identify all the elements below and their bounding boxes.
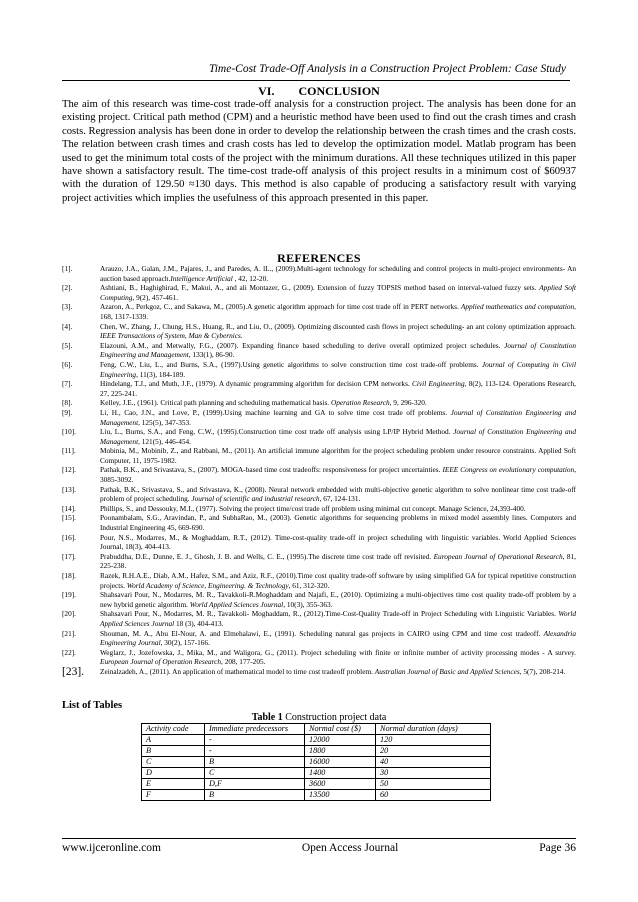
table-cell: B	[205, 790, 305, 801]
reference-number: [18].	[62, 571, 76, 580]
reference-details: , 5(7), 208-214.	[519, 666, 566, 676]
reference-body: Zeinalzadeh, A., (2011). An application of mathematical model to time cost tradeoff problem.	[100, 666, 375, 676]
table-cell: 1400	[305, 768, 376, 779]
reference-text	[100, 552, 576, 571]
reference-venue: IEEE Transactions of System, Man & Cybernics	[100, 331, 241, 341]
section-number: VI.	[258, 84, 275, 98]
reference-text	[100, 408, 576, 427]
reference-text	[100, 571, 576, 590]
reference-details: 8(2), 113-124. Operations Research, 27, 225-241.	[100, 379, 576, 398]
reference-body: Kelley, J.E., (1961). Critical path planning and scheduling mathematical basis.	[100, 398, 331, 408]
reference-number: [5].	[62, 340, 73, 350]
reference-details: 67, 124-131.	[321, 494, 361, 504]
reference-text	[100, 446, 576, 465]
reference-item	[62, 571, 576, 590]
reference-text	[100, 427, 576, 446]
table-cell: 30	[376, 768, 491, 779]
reference-item	[62, 427, 576, 446]
reference-text	[100, 513, 576, 532]
footer-page-number: Page 36	[539, 842, 576, 854]
reference-details: , 61, 312-320.	[288, 580, 330, 590]
reference-item	[62, 360, 576, 379]
reference-details: , 133(1), 86-90.	[188, 350, 235, 360]
section-title: CONCLUSION	[298, 84, 380, 98]
reference-venue: Australian Journal of Basic and Applied Sciences	[374, 666, 520, 676]
reference-number: [23].	[62, 665, 85, 678]
table-cell: B	[142, 746, 205, 757]
reference-details: , 9, 296-320.	[389, 398, 427, 408]
reference-details: 18 (3), 404-413.	[174, 618, 224, 628]
reference-body: Shouman, M. A., Abu El-Nour, A. and Elmehalawi, E., (1991). Scheduling natural gas projects in CAIRO using CPM and time cost tradeoff.	[100, 628, 544, 638]
running-header: Time-Cost Trade-Off Analysis in a Construction Project Problem: Case Study	[208, 63, 566, 75]
reference-text	[100, 533, 576, 552]
reference-body: Hindelang, T.J., and Muth, J.F., (1979). A dynamic programming algorithm for decision CPM networks.	[100, 379, 413, 389]
table-cell: 3600	[305, 779, 376, 790]
table-cell: D,F	[205, 779, 305, 790]
reference-item	[62, 264, 576, 283]
reference-number: [20].	[62, 609, 76, 619]
reference-number: [22].	[62, 647, 76, 657]
reference-body: Prabuddha, D.E., Dunne, E. J., Ghosh, J. B. and Wells, C. E., (1995).The discrete time cost trade off revisited.	[100, 551, 434, 561]
reference-text	[100, 465, 576, 484]
reference-text	[100, 609, 576, 628]
table-caption	[0, 712, 638, 723]
reference-number: [11].	[62, 446, 76, 456]
reference-number: [12].	[62, 465, 76, 475]
reference-body: Liu, L., Burns, S.A., and Feng, C.W., (1995).Construction time cost trade off analysis using LP/IP Hybrid Method.	[100, 427, 454, 437]
conclusion-paragraph: The aim of this research was time-cost trade-off analysis for a construction project. The analysis has been done for an existing project. Critical path method (CPM) and a heuristic method have been used to find out the crash times and crash costs. Regression analysis has been done in order to develop the relationship between the crash times and the crash costs. The relation between crash times and crash costs has led to develop the optimization model. Matlab program has been used to get the minimum total costs of the project with the minimum durations. All these techniques utilized in this paper have shown a satisfactory result. The time-cost trade-off analysis of this project results in a minimum cost of $60937 with the duration of 129.50 ≈130 days. This method is also capable of producing a satisfactory result with varying project activities which implies the usefulness of this approach presented in this paper.	[62, 99, 576, 204]
reference-details: 121(5), 446-454.	[139, 436, 191, 446]
reference-details: , 10(3), 355-363.	[283, 599, 333, 609]
reference-number: [8].	[62, 398, 73, 408]
table-row	[142, 768, 491, 779]
table-header-cell: Activity code	[142, 724, 205, 735]
reference-details: , 9(2), 457-461.	[132, 292, 179, 302]
reference-text	[100, 360, 576, 379]
reference-text	[100, 667, 576, 677]
reference-text	[100, 590, 576, 609]
reference-text	[100, 648, 576, 667]
table-cell: C	[142, 757, 205, 768]
reference-item	[62, 590, 576, 609]
reference-text	[100, 302, 576, 321]
reference-venue: Journal of Computing in Civil Engineering	[100, 359, 576, 379]
reference-details: , 3085-3092.	[100, 465, 577, 485]
reference-venue: Applied Soft Computing	[100, 283, 576, 302]
reference-body: Ashtiani, B., Haghighirad, F., Makui, A., and ali Montazer, G., (2009). Extension of fuzzy TOPSIS method based on interval-valued fuzzy sets.	[100, 283, 540, 293]
reference-details: 208, 177-205.	[222, 657, 266, 667]
reference-item	[62, 398, 576, 408]
references-heading: REFERENCES	[277, 251, 361, 265]
reference-details: .	[240, 331, 243, 341]
table-cell: A	[142, 735, 205, 746]
header-rule	[62, 80, 570, 81]
reference-details: , 11(3), 184-189.	[136, 369, 186, 379]
reference-number: [15].	[62, 513, 76, 523]
reference-venue: Applied mathematics and computation	[460, 302, 575, 312]
reference-venue: World Applied Sciences Journal	[100, 609, 576, 628]
table-cell: 1800	[305, 746, 376, 757]
reference-venue: World Applied Sciences Journal	[189, 599, 284, 609]
reference-body: Feng, C.W., Liu, L., and Burns, S.A., (1997).Using genetic algorithms to solve construction time cost trade-off problems.	[100, 359, 482, 369]
reference-text	[100, 398, 576, 408]
reference-item	[62, 446, 576, 465]
reference-item	[62, 341, 576, 360]
table-cell: -	[205, 735, 305, 746]
reference-venue: Civil Engineering,	[412, 379, 467, 389]
reference-number: [19].	[62, 590, 76, 600]
table-cell: 20	[376, 746, 491, 757]
page-footer	[62, 842, 576, 854]
reference-venue: Journal of Constitution Engineering and Management,	[100, 427, 576, 446]
reference-item	[62, 302, 576, 321]
table-cell: 40	[376, 757, 491, 768]
reference-text	[100, 485, 576, 504]
table-caption-text: Construction project data	[282, 712, 387, 723]
table-cell: 120	[376, 735, 491, 746]
table-row	[142, 746, 491, 757]
table-cell: B	[205, 757, 305, 768]
reference-number: [9].	[62, 407, 73, 417]
reference-venue: Operation Research	[330, 398, 390, 408]
table-row	[142, 735, 491, 746]
reference-venue: Alexandria Engineering Journal	[100, 628, 576, 648]
reference-item	[62, 648, 576, 667]
reference-body: Elazouni, A.M., and Metwally, F.G., (2007). Expanding finance based scheduling to derive overall optimized project schedules.	[100, 340, 505, 350]
reference-item	[62, 322, 576, 341]
reference-item	[62, 667, 576, 678]
table-header-cell: Immediate predecessors	[205, 724, 305, 735]
reference-body: Pathak, B.K., Srivastava, S., and Srivastava, K., (2008). Neural network embedded with multi-objective genetic algorithm to solve nonlinear time cost trade-off problem of project scheduling.	[100, 484, 576, 504]
table-cell: D	[142, 768, 205, 779]
references-list	[62, 264, 576, 678]
reference-details: , 125(5), 347-353.	[138, 417, 192, 427]
reference-number: [21].	[62, 628, 76, 638]
reference-item	[62, 513, 576, 532]
reference-details: , 30(2), 157-166.	[160, 638, 210, 648]
table-header-cell: Normal duration (days)	[376, 724, 491, 735]
reference-body: Phillips, S., and Dessouky, M.I., (1977). Solving the project time/cost trade off problem using minimal cut concept. Manage Science, 24,393-400.	[100, 503, 526, 513]
reference-venue: World Academy of Science, Engineering. & Technology	[126, 580, 289, 590]
reference-venue: European Journal of Operational Research	[433, 551, 563, 561]
table-cell: 60	[376, 790, 491, 801]
reference-item	[62, 379, 576, 398]
table-row	[142, 779, 491, 790]
reference-body: Arauzo, J.A., Galan, J.M., Pajares, J., and Paredes, A. lL., (2009).Multi-agent technology for scheduling and control projects in multi-project environments- An auction based approach.	[100, 264, 576, 283]
reference-number: [7].	[62, 379, 73, 389]
table-header-row	[142, 724, 491, 735]
table-cell: -	[205, 746, 305, 757]
reference-item	[62, 552, 576, 571]
reference-text	[100, 379, 576, 398]
list-of-tables-heading: List of Tables	[62, 700, 123, 711]
reference-item	[62, 485, 576, 504]
reference-body: Pathak, B.K., and Srivastava, S., (2007). MOGA-based time cost tradeoffs: responsiveness for project uncertainties.	[100, 465, 443, 475]
reference-body: Weglarz, J., Jozefowska, J., Mika, M., and Waligora, G., (2011). Project scheduling with finite or infinite number of activity processing modes - A survey.	[100, 647, 576, 657]
reference-number: [6].	[62, 359, 73, 369]
reference-number: [13].	[62, 484, 76, 494]
reference-details: , 168, 1317-1339.	[100, 302, 576, 321]
reference-text	[100, 283, 576, 302]
reference-body: Shahsavari Pour, N., Modarres, M. R., Tavakkoli-R.Moghaddam and Najafi, E., (2010). Optimizing a multi-objectives time cost quality trade-off problem by a new hybrid genetic algorithm.	[100, 590, 576, 609]
reference-item	[62, 504, 576, 514]
reference-item	[62, 283, 576, 302]
reference-number: [3].	[62, 302, 73, 312]
reference-details: , 81, 225-238.	[100, 551, 577, 571]
table-cell: C	[205, 768, 305, 779]
reference-number: [2].	[62, 283, 73, 293]
reference-number: [17].	[62, 551, 76, 561]
reference-text	[100, 341, 576, 360]
table-cell: E	[142, 779, 205, 790]
construction-data-table	[141, 723, 491, 801]
table-cell: 16000	[305, 757, 376, 768]
reference-details: , 42, 12-20.	[232, 273, 269, 283]
footer-journal: Open Access Journal	[301, 842, 399, 854]
table-cell: 12000	[305, 735, 376, 746]
table-row	[142, 790, 491, 801]
reference-text	[100, 264, 576, 283]
reference-venue: Intelligence Artificial	[170, 273, 233, 283]
reference-body: Pour, N.S., Modarres, M., & Moghaddam, R.T., (2012). Time-cost-quality trade-off in project scheduling with linguistic variables. World Applied Sciences Journal, 18(3), 404-413.	[100, 532, 576, 552]
section-heading	[0, 84, 638, 99]
reference-venue: Journal of Constitution Engineering and Management	[100, 340, 577, 360]
footer-rule	[62, 838, 576, 839]
reference-item	[62, 629, 576, 648]
table-row	[142, 757, 491, 768]
reference-number: [16].	[62, 532, 76, 542]
reference-number: [10].	[62, 427, 76, 437]
reference-venue: IEEE Congress on evolutionary computation	[442, 465, 575, 475]
table-cell: 50	[376, 779, 491, 790]
reference-body: Poonambalam, S.G., Aravindan, P., and SubhaRao, M., (2003). Genetic algorithms for sequencing problems in mixed model assembly lines. Computers and Industrial Engineering 45, 669-690.	[100, 513, 576, 533]
reference-body: Li, H., Cao, J.N., and Love, P., (1999).Using machine learning and GA to solve time cost trade off problems.	[100, 407, 451, 417]
reference-number: [14].	[62, 503, 76, 513]
reference-body: Chen, W., Zhang, J., Chung, H.S., Huang, R., and Liu, O., (2009). Optimizing discounted cash flows in project scheduling- an ant colony optimization approach.	[100, 321, 576, 331]
reference-body: Shahsavari Pour, N., Modarres, M. R., Tavakkoli- Moghaddam, R., (2012).Time-Cost-Quality Trade-off in Project Scheduling with Linguistic Variables.	[100, 609, 559, 619]
reference-number: [4].	[62, 321, 73, 331]
reference-venue: European Journal of Operation Research,	[100, 657, 223, 667]
reference-text	[100, 629, 576, 648]
reference-item	[62, 408, 576, 427]
reference-text	[100, 322, 576, 341]
reference-body: Razek, R.H.A.E., Diab, A.M., Hafez, S.M., and Aziz, R.F., (2010).Time cost quality trade-off software by using simplified GA for typical repetitive construction projects.	[100, 571, 576, 590]
reference-number: [1].	[62, 264, 73, 273]
table-cell: 13500	[305, 790, 376, 801]
reference-venue: Journal of scientific and industrial research,	[191, 494, 322, 504]
reference-text	[100, 504, 576, 514]
table-header-cell: Normal cost ($)	[305, 724, 376, 735]
reference-item	[62, 465, 576, 484]
table-label: Table 1	[251, 712, 283, 723]
reference-body: Mobinia, M., Mobinib, Z., and Rabbani, M., (2011). An artificial immune algorithm for the project scheduling problem under resource constraints. Applied Soft Computer, 11, 1975-1982.	[100, 446, 576, 465]
table-cell: F	[142, 790, 205, 801]
footer-website[interactable]: www.ijceronline.com	[62, 842, 161, 854]
reference-body: Azaron, A., Perkgoz, C., and Sakawa, M., (2005).A genetic algorithm approach for time cost trade off in PERT networks.	[100, 302, 461, 312]
reference-venue: Journal of Constitution Engineering and Management	[100, 407, 577, 427]
reference-item	[62, 609, 576, 628]
reference-item	[62, 533, 576, 552]
